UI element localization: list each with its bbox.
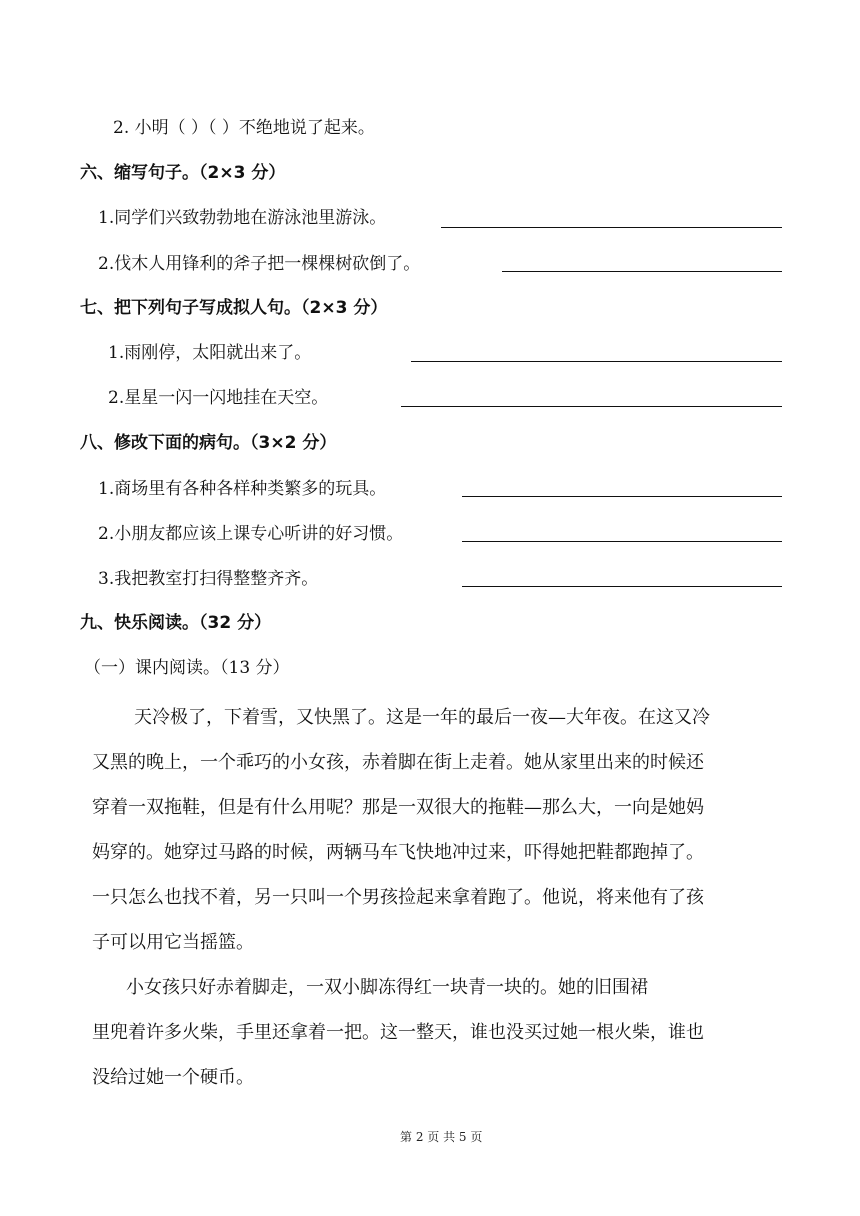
answer-blank-6-1[interactable] [441,227,782,228]
section7-item-2: 2.星星一闪一闪地挂在天空。 [108,388,329,408]
answer-blank-6-2[interactable] [502,271,782,272]
section8-heading: 八、修改下面的病句。（3×2 分） [80,433,337,453]
section6-heading: 六、缩写句子。（2×3 分） [80,163,286,183]
section8-item-1: 1.商场里有各种各样种类繁多的玩具。 [98,479,387,499]
section7-item-1: 1.雨刚停，太阳就出来了。 [108,343,312,363]
answer-blank-7-1[interactable] [411,361,782,362]
passage-line-9: 没给过她一个硬币。 [92,1067,254,1088]
answer-blank-7-2[interactable] [401,406,782,407]
section6-item-1: 1.同学们兴致勃勃地在游泳池里游泳。 [98,208,387,228]
section6-item-2: 2.伐木人用锋利的斧子把一棵棵树砍倒了。 [98,254,421,274]
section7-heading: 七、把下列句子写成拟人句。（2×3 分） [80,298,388,318]
passage-line-8: 里兜着许多火柴，手里还拿着一把。这一整天，谁也没买过她一根火柴，谁也 [92,1022,704,1043]
page-footer: 第 2 页 共 5 页 [400,1130,483,1144]
q5-item-2: 2. 小明（ ）（ ）不绝地说了起来。 [113,118,375,138]
section8-item-2: 2.小朋友都应该上课专心听讲的好习惯。 [98,524,404,544]
passage-line-4: 妈穿的。她穿过马路的时候，两辆马车飞快地冲过来，吓得她把鞋都跑掉了。 [92,842,704,863]
passage-line-7: 小女孩只好赤着脚走，一双小脚冻得红一块青一块的。她的旧围裙 [126,977,648,998]
section9-heading: 九、快乐阅读。（32 分） [80,613,272,633]
passage-line-6: 子可以用它当摇篮。 [92,932,254,953]
answer-blank-8-3[interactable] [462,586,782,587]
passage-line-3: 穿着一双拖鞋，但是有什么用呢？那是一双很大的拖鞋—那么大，一向是她妈 [92,797,704,818]
passage-line-1: 天冷极了，下着雪，又快黑了。这是一年的最后一夜—大年夜。在这又冷 [134,707,710,728]
answer-blank-8-1[interactable] [462,496,782,497]
passage-line-5: 一只怎么也找不着，另一只叫一个男孩捡起来拿着跑了。他说，将来他有了孩 [92,887,704,908]
answer-blank-8-2[interactable] [462,541,782,542]
passage-line-2: 又黑的晚上，一个乖巧的小女孩，赤着脚在街上走着。她从家里出来的时候还 [92,752,704,773]
section9-subheading: （一）课内阅读。（13 分） [84,658,290,678]
section8-item-3: 3.我把教室打扫得整整齐齐。 [98,569,319,589]
